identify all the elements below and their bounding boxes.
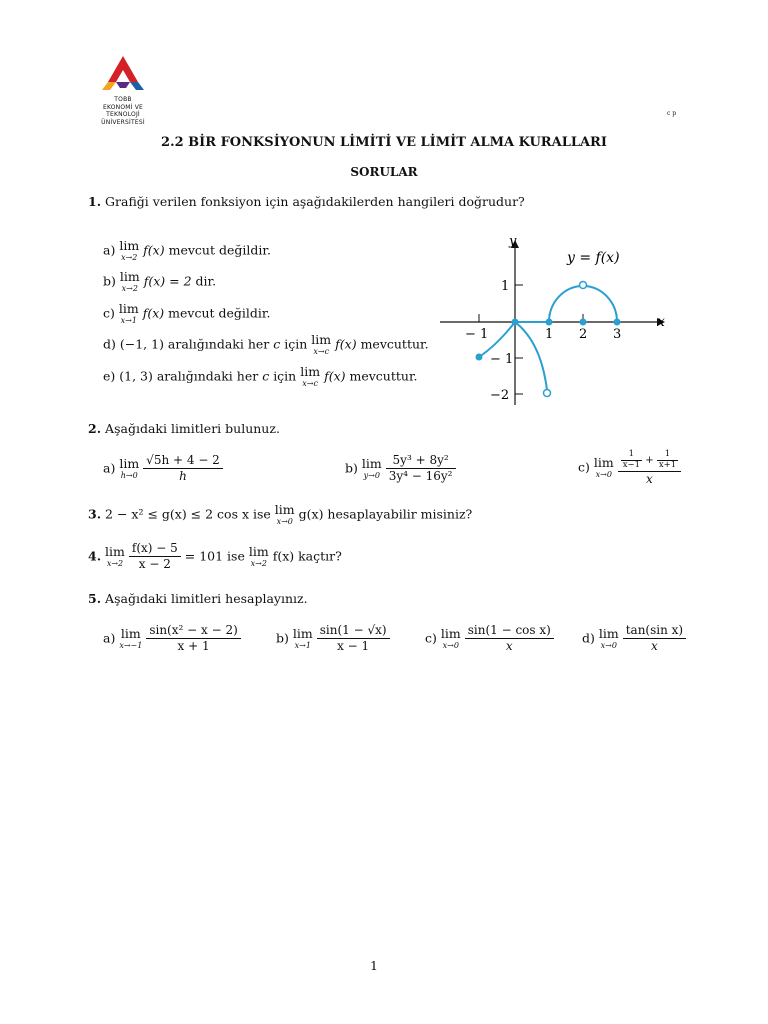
limit-operator: lim y→0 xyxy=(361,456,382,480)
option-5a xyxy=(103,624,241,654)
curve-down xyxy=(515,322,547,390)
option-text: mevcuttur. xyxy=(360,336,429,352)
option-text: mevcuttur. xyxy=(349,368,418,384)
question-number: 2. xyxy=(88,421,102,436)
limit-operator: lim x→2 xyxy=(105,544,125,568)
fraction: $\frac{\text{sin(x² − x − 2)}}{x + 1}$ xyxy=(146,624,240,654)
option-1e xyxy=(103,366,418,388)
option-label: d) xyxy=(582,630,595,646)
option-label: c) xyxy=(578,459,590,475)
corner-mark: c p xyxy=(667,110,677,117)
option-text: mevcut değildir. xyxy=(168,242,271,258)
option-5b xyxy=(276,624,390,654)
x-tick-neg1: − 1 xyxy=(465,327,489,342)
fraction: $\frac{\text{tan(sin x)}}{x}$ xyxy=(623,624,686,654)
option-1c xyxy=(103,303,270,325)
limit-operator: lim x→0 xyxy=(593,455,614,479)
option-label: a) xyxy=(103,460,116,476)
point-bottom-open xyxy=(544,390,551,397)
x-tick-3: 3 xyxy=(613,327,622,342)
point-origin-filled xyxy=(512,319,519,326)
option-2c xyxy=(578,450,681,486)
limit-operator: lim x→1 xyxy=(292,626,313,650)
variable: c xyxy=(273,336,281,352)
x-tick-1: 1 xyxy=(545,327,554,342)
logo-line-3: ÜNİVERSİTESİ xyxy=(101,118,145,126)
function-label: y = f(x) xyxy=(567,250,620,266)
limit-operator: lim x→0 xyxy=(440,626,461,650)
option-text: dir. xyxy=(195,273,217,289)
question-text: Aşağıdaki limitleri bulunuz. xyxy=(105,421,280,436)
question-5 xyxy=(88,591,308,606)
page-subtitle: SORULAR xyxy=(350,165,418,179)
y-axis-label: y xyxy=(509,234,517,249)
limit-operator: lim x→0 xyxy=(274,502,295,526)
point-2-filled xyxy=(580,319,587,326)
fraction: $\frac{\sin(1 - √x)}{x - 1}$ xyxy=(317,624,390,654)
function-graph xyxy=(435,230,675,410)
option-label: b) xyxy=(103,273,116,289)
university-logo xyxy=(88,52,158,126)
y-tick-neg2: −2 xyxy=(490,388,510,403)
question-number: 4. xyxy=(88,548,102,564)
logo-line-2: EKONOMİ VE TEKNOLOJİ xyxy=(102,103,144,118)
compound-fraction: $\frac{1}{x-1}$ + $\frac{1}{x+1}$ x xyxy=(618,450,681,486)
question-number: 3. xyxy=(88,506,102,522)
limit-operator: lim x→c xyxy=(300,364,321,388)
option-2a xyxy=(103,454,223,484)
option-1b xyxy=(103,271,216,293)
limit-operator: lim h→0 xyxy=(119,456,140,480)
option-1a xyxy=(103,240,271,262)
expression: f(x) xyxy=(335,336,357,352)
question-text: Aşağıdaki limitleri hesaplayınız. xyxy=(105,591,308,606)
y-tick-neg1: − 1 xyxy=(490,352,514,367)
option-text: mevcut değildir. xyxy=(168,305,271,321)
option-5c xyxy=(425,624,554,654)
option-label: b) xyxy=(345,460,358,476)
logo-emblem-icon xyxy=(88,52,158,92)
fraction: $\frac{f(x) - 5}{x - 2}$ xyxy=(129,542,181,572)
question-text: Grafiği verilen fonksiyon için aşağıdakilerden hangileri doğrudur? xyxy=(105,194,525,209)
question-number: 1. xyxy=(88,194,102,209)
option-1d xyxy=(103,334,429,356)
option-text: (−1, 1) aralığındaki her xyxy=(119,336,270,352)
limit-operator: lim x→0 xyxy=(598,626,619,650)
question-text: 2 − x² ≤ g(x) ≤ 2 cos x ise xyxy=(105,506,271,522)
y-tick-1: 1 xyxy=(501,279,510,294)
point-3-filled xyxy=(614,319,621,326)
logo-line-1: TOBB xyxy=(114,96,132,103)
option-label: e) xyxy=(103,368,116,384)
question-text: = 101 ise xyxy=(184,548,245,564)
x-tick-2: 2 xyxy=(579,327,588,342)
option-label: a) xyxy=(103,630,116,646)
expression: f(x) = 2 xyxy=(143,273,192,289)
limit-operator: lim x→1 xyxy=(118,301,139,325)
expression: f(x) xyxy=(143,242,165,258)
option-label: a) xyxy=(103,242,116,258)
fraction: $\frac{\text{sin(1 − cos x)}}{x}$ xyxy=(465,624,554,654)
x-axis-label: x xyxy=(657,314,665,330)
question-number: 5. xyxy=(88,591,102,606)
option-label: d) xyxy=(103,336,116,352)
option-label: c) xyxy=(103,305,115,321)
limit-operator: lim x→2 xyxy=(119,269,140,293)
limit-operator: lim x→2 xyxy=(119,238,140,262)
point-1-filled xyxy=(546,319,553,326)
page-title: 2.2 BİR FONKSİYONUN LİMİTİ VE LİMİT ALMA KURALLARI xyxy=(161,135,607,150)
option-text: (1, 3) aralığındaki her xyxy=(119,368,259,384)
limit-operator: lim x→2 xyxy=(248,544,269,568)
point-top-open xyxy=(580,282,587,289)
expression: f(x) xyxy=(324,368,346,384)
option-label: c) xyxy=(425,630,437,646)
variable: c xyxy=(262,368,270,384)
option-label: b) xyxy=(276,630,289,646)
point-left-filled xyxy=(476,354,483,361)
question-4 xyxy=(88,542,342,572)
option-2b xyxy=(345,454,456,484)
option-5d xyxy=(582,624,686,654)
option-text: için xyxy=(284,336,308,352)
question-text: f(x) kaçtır? xyxy=(272,548,342,564)
page-number: 1 xyxy=(370,958,378,973)
expression: f(x) xyxy=(142,305,165,321)
limit-operator: lim x→−1 xyxy=(119,626,143,650)
fraction: $\frac{√5h + 4 - 2}{h}$ xyxy=(143,454,223,484)
fraction: $\frac{\text{5y³ + 8y²}}{\text{3y⁴ − 16y²}}$ xyxy=(386,454,456,484)
limit-operator: lim x→c xyxy=(311,332,332,356)
question-text: g(x) hesaplayabilir misiniz? xyxy=(298,506,473,522)
question-3 xyxy=(88,504,472,526)
question-1 xyxy=(88,194,525,209)
question-2 xyxy=(88,421,280,436)
option-text: için xyxy=(273,368,297,384)
